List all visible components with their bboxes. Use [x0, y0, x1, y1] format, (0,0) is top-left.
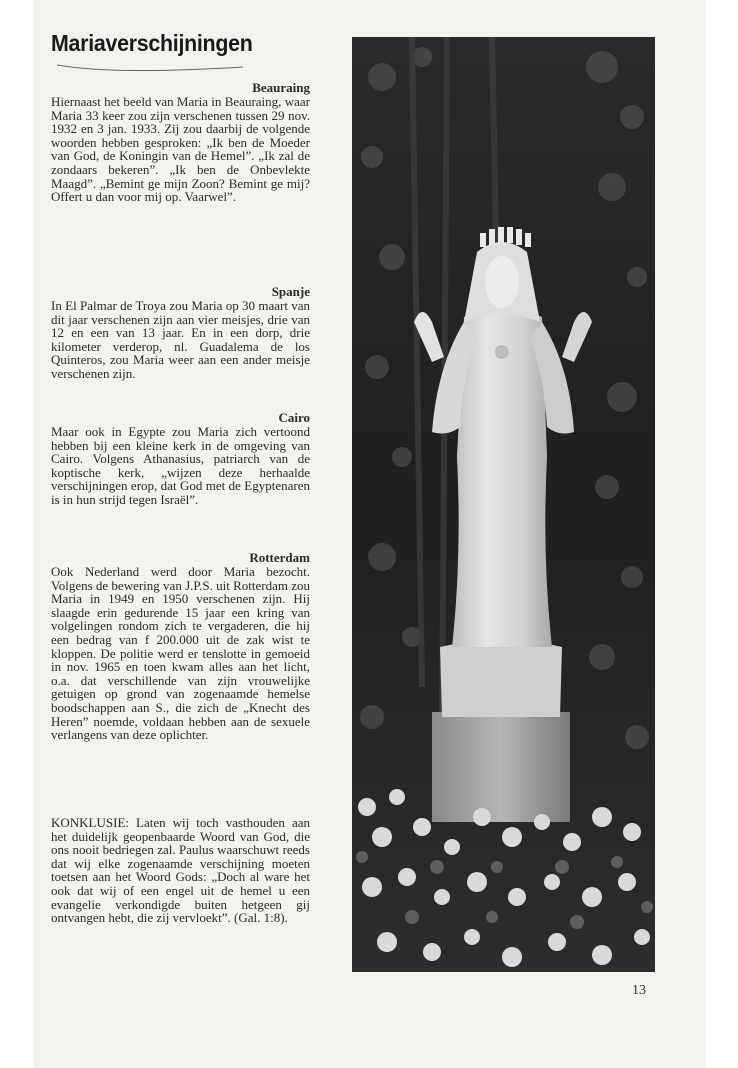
section-heading: Spanje: [271, 284, 310, 299]
section-beauraing: [51, 80, 310, 204]
section-body: In El Palmar de Troya zou Maria op 30 maart van dit jaar verschenen zijn aan vier meisjes, drie van 12 en een van 13 jaar. En in een dorp, drie kilometer verderop, nl. Guadalema de los Quinteros, zou Maria weer aan een ander meisje verschenen zijn.: [51, 298, 310, 381]
section-conclusion: [51, 816, 310, 925]
section-spanje: [51, 284, 310, 381]
section-cairo: [51, 410, 310, 507]
section-body: Maar ook in Egypte zou Maria zich vertoond hebben bij een kleine kerk in de omgeving van Cairo. Volgens Athanasius, patriarch van de koptische kerk, „wijzen deze herhaalde verschijningen erop, dat God met de Egyptenaren is in hun strijd tegen Israël”.: [51, 424, 310, 507]
conclusion-text: KONKLUSIE: Laten wij toch vasthouden aan het duidelijk geopenbaarde Woord van God, die ons nooit bedriegen zal. Paulus waarschuwt reeds dat wij elke zogenaamde verschijning moeten toetsen aan het Woord Gods: „Doch al ware het ook dat wij of een engel uit de hemel u een evangelie verkondigde buiten hetgeen gij ontvangen hebt, die zij vervloekt”. (Gal. 1:8).: [51, 815, 310, 926]
page-title: Mariaverschijningen: [51, 30, 253, 56]
section-body: Hiernaast het beeld van Maria in Beauraing, waar Maria 33 keer zou zijn verschenen tussen 29 nov. 1932 en 3 jan. 1933. Zij zou daarbij de volgende woorden hebben gesproken: „Ik ben de Moeder van God, de Koningin van de Hemel”. „Ik zal de zondaars bekeren”. „Ik ben de Onbevlekte Maagd”. „Bemint ge mijn Zoon? Bemint ge mij? Offert u dan voor mij op. Vaarwel”.: [51, 94, 310, 205]
page-number: 13: [632, 983, 646, 998]
section-heading: Rotterdam: [249, 550, 310, 565]
section-rotterdam: [51, 550, 310, 742]
title-underline: [55, 61, 245, 73]
statue-photo: [352, 37, 655, 972]
section-body: Ook Nederland werd door Maria bezocht. Volgens de bewering van J.P.S. uit Rotterdam zou Maria in 1949 en 1950 verschenen zijn. Hij slaagde erin gedurende 15 jaar een kring van volgelingen rondom zich te vergaderen, die hij een bedrag van f 200.000 uit de zak wist te kloppen. De politie werd er tenslotte in gemoeid in nov. 1965 en toen kwam alles aan het licht, o.a. dat verschillende van zijn vrouwelijke getuigen op grond van zogenaamde hemelse boodschappen aan S., die zich de „Knecht des Heren” noemde, voldaan hebben aan de sexuele verlangens van deze oplichter.: [51, 564, 311, 743]
section-heading: Beauraing: [252, 80, 310, 95]
section-heading: Cairo: [278, 410, 310, 425]
statue-photo-drawing: [352, 37, 655, 972]
